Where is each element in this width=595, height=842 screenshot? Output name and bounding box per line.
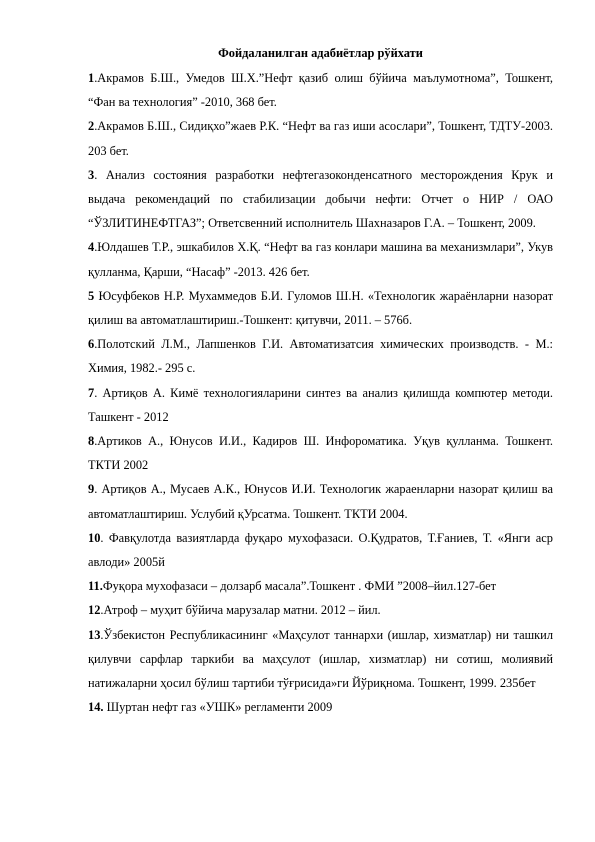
reference-text: . Артиқов А., Мусаев А.К., Юнусов И.И. Технологик жараенларни назорат қилиш ва автоматлаштириш. Услубий қУрсатма. Тошкент. ТКТИ 2004. bbox=[88, 482, 553, 521]
reference-number: 1 bbox=[88, 71, 95, 85]
reference-number: 3 bbox=[88, 167, 95, 182]
reference-text: .Ўзбекистон Республикасининг «Маҳсулот таннархи (ишлар, хизматлар) ни ташкил қилувчи сарфлар таркиби ва маҳсулот (ишлар, хизматлар) ни сотиш, молиявий натижаларни ҳосил бўлиш тартиби тўғрисида»ги Йўриқнома. Тошкент, 1999. 235бет bbox=[88, 627, 553, 691]
reference-text: . Фавқулотда вазиятларда фуқаро мухофазаси. О.Қудратов, Т.Ғаниев, Т. «Янги аср авлоди» 2005й bbox=[88, 530, 553, 570]
reference-text: Юсуфбеков Н.Р. Мухаммедов Б.И. Гуломов Ш.Н. «Технологик жараёнларни назорат қилиш ва автоматлаштириш.-Тошкент: қитувчи, 2011. – 576б. bbox=[88, 288, 553, 328]
reference-text: . Анализ состояния разработки нефтегазоконденсатного месторождения Крук и выдача рекомендаций по стабилизации добычи нефти: Отчет о НИР / ОАО “ЎЗЛИТИНЕФТГАЗ”; Ответсвенний исполнитель Шахназаров Г.А. – Тошкент, 2009. bbox=[88, 167, 553, 231]
reference-text: Фуқора мухофазаси – долзарб масала”.Тошкент . ФМИ ”2008–йил.127-бет bbox=[102, 579, 497, 594]
reference-item bbox=[88, 66, 553, 114]
reference-item bbox=[88, 381, 553, 429]
reference-item bbox=[88, 477, 553, 525]
reference-number: 10 bbox=[88, 530, 101, 545]
reference-number: 8 bbox=[88, 434, 95, 449]
reference-item bbox=[88, 526, 553, 574]
reference-number: 14. bbox=[88, 700, 104, 715]
reference-item bbox=[88, 623, 553, 696]
reference-item bbox=[88, 695, 553, 719]
reference-number: 4 bbox=[88, 240, 95, 255]
reference-text: .Акрамов Б.Ш., Умедов Ш.Х.”Нефт қазиб олиш бўйича маълумотнома”, Тошкент, “Фан ва технология” -2010, 368 бет. bbox=[88, 71, 553, 110]
reference-text: .Артиков А., Юнусов И.И., Кадиров Ш. Инфороматика. Уқув қулланма. Тошкент. ТКТИ 2002 bbox=[88, 434, 553, 473]
reference-text: .Акрамов Б.Ш., Сидиқхо”жаев Р.К. “Нефт ва газ иши асослари”, Тошкент, ТДТУ-2003. 203 бет. bbox=[88, 119, 553, 158]
reference-text: Шуртан нефт газ «УШК» регламенти 2009 bbox=[103, 700, 333, 715]
reference-text: . Артиқов А. Кимё технологияларини синтез ва анализ қилишда компютер методи. Ташкент - 2012 bbox=[88, 385, 553, 424]
reference-number: 6 bbox=[88, 337, 95, 352]
page-title: Фойдаланилган адабиётлар рўйхати bbox=[218, 46, 423, 60]
reference-number: 9 bbox=[88, 482, 95, 497]
reference-number: 13 bbox=[88, 627, 101, 642]
reference-item bbox=[88, 332, 553, 380]
reference-item bbox=[88, 574, 553, 598]
reference-text: .Полотский Л.М., Лапшенков Г.И. Автоматизатсия химических производств. - М.: Химия, 1982.- 295 с. bbox=[88, 337, 553, 376]
reference-item bbox=[88, 598, 553, 622]
reference-number: 12 bbox=[88, 603, 101, 618]
reference-number: 11. bbox=[88, 579, 103, 594]
reference-item bbox=[88, 235, 553, 283]
reference-text: .Атроф – муҳит бўйича марузалар матни. 2012 – йил. bbox=[100, 603, 381, 618]
reference-item bbox=[88, 114, 553, 162]
reference-text: .Юлдашев Т.Р., эшкабилов Х.Қ. “Нефт ва газ конлари машина ва механизмлари”, Укув қулланма, Қарши, “Насаф” -2013. 426 бет. bbox=[88, 240, 553, 279]
reference-number: 5 bbox=[88, 288, 95, 303]
reference-list bbox=[88, 66, 553, 719]
reference-number: 7 bbox=[88, 385, 95, 400]
reference-item bbox=[88, 284, 553, 332]
reference-item bbox=[88, 163, 553, 236]
reference-number: 2 bbox=[88, 119, 95, 134]
reference-item bbox=[88, 429, 553, 477]
document-page bbox=[88, 44, 553, 719]
